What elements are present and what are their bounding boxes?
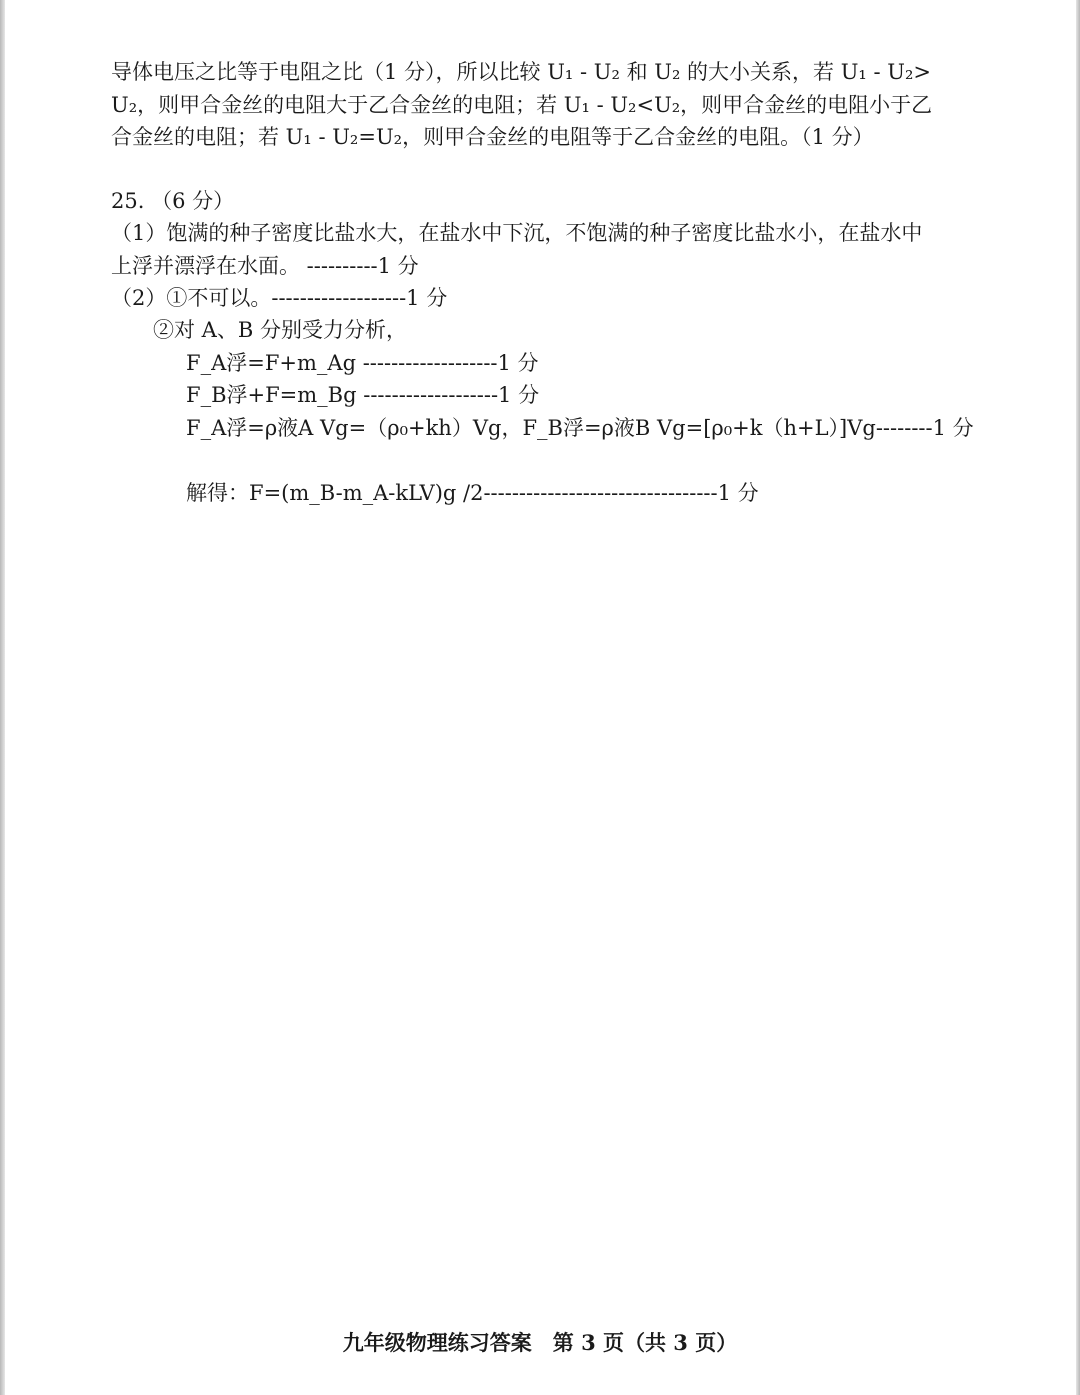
prev-answer-line-3: 合金丝的电阻；若 U₁ - U₂=U₂，则甲合金丝的电阻等于乙合金丝的电阻。（1 分）	[111, 125, 874, 149]
prev-answer-line-2: U₂，则甲合金丝的电阻大于乙合金丝的电阻；若 U₁ - U₂<U₂，则甲合金丝的电阻小于乙	[111, 93, 933, 117]
question-25-header: 25. （6 分）	[111, 189, 235, 213]
page-edge-left	[0, 0, 5, 1395]
equation-2: F_B浮+F=m_Bg -------------------1 分	[186, 383, 540, 407]
equation-1: F_A浮=F+m_Ag -------------------1 分	[186, 351, 539, 375]
q25-part2-line-1: （2）①不可以。-------------------1 分	[111, 286, 448, 310]
q25-part1-line-2: 上浮并漂浮在水面。 ----------1 分	[111, 254, 419, 278]
page-edge-right	[1076, 0, 1080, 1395]
solution-line: 解得：F=(m_B-m_A-kLV)g /2---------------------------------1 分	[186, 481, 759, 505]
q25-part2-line-2: ②对 A、B 分别受力分析，	[153, 318, 407, 342]
equation-3: F_A浮=ρ液A Vg=（ρ₀+kh）Vg，F_B浮=ρ液B Vg=[ρ₀+k（h+L）]Vg--------1 分	[186, 416, 974, 440]
page-footer: 九年级物理练习答案 第 3 页（共 3 页）	[342, 1330, 738, 1355]
prev-answer-line-1: 导体电压之比等于电阻之比（1 分），所以比较 U₁ - U₂ 和 U₂ 的大小关系，若 U₁ - U₂>	[111, 60, 931, 84]
q25-part1-line-1: （1）饱满的种子密度比盐水大，在盐水中下沉，不饱满的种子密度比盐水小，在盐水中	[111, 221, 923, 245]
